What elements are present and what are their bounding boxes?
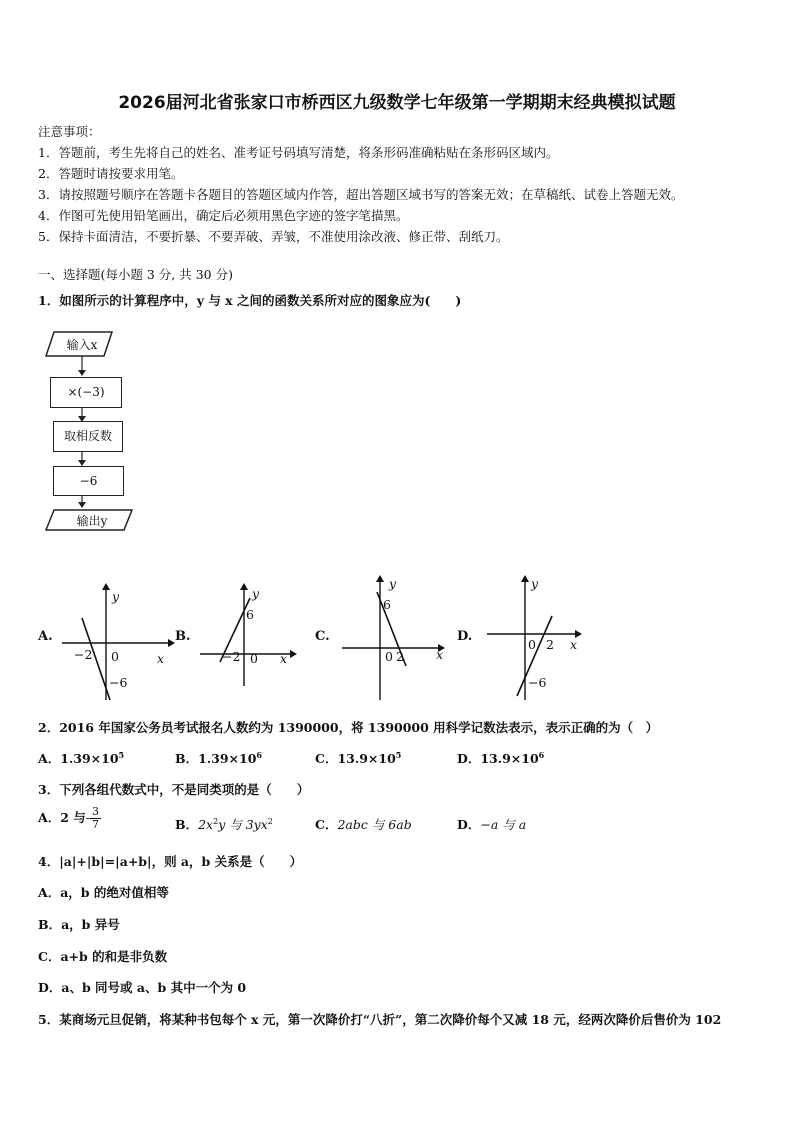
graph-c-y-label: y: [389, 576, 397, 591]
q1-option-b-label[interactable]: B.: [175, 629, 191, 644]
notice-item-4: 4．作图可先使用铅笔画出，确定后必须用黑色字迹的签字笔描黑。: [38, 208, 409, 223]
q2-option-b[interactable]: [175, 749, 262, 767]
q4-option-d[interactable]: D．a、b 同号或 a、b 其中一个为 0: [38, 980, 247, 995]
flow-arrowhead-1: [78, 370, 86, 376]
q3-b-sup1: 2: [213, 816, 219, 826]
q3-option-c[interactable]: [315, 815, 412, 833]
graph-c-origin: 0: [385, 649, 393, 664]
q2-a-base: 1.39×10: [60, 751, 119, 766]
q4-stem: 4．|a|+|b|=|a+b|，则 a，b 关系是（ ）: [38, 854, 303, 869]
graph-b-y-label: y: [252, 586, 260, 601]
graph-a-y-label: y: [112, 589, 120, 604]
flow-subtract-box: −6: [53, 466, 124, 496]
q4-option-c[interactable]: C．a+b 的和是非负数: [38, 949, 168, 964]
q3-option-a[interactable]: [38, 806, 101, 831]
q2-b-base: 1.39×10: [198, 751, 257, 766]
q3-option-d[interactable]: [457, 815, 526, 833]
q2-c-label: C．: [315, 751, 338, 766]
graph-d-y-intercept: −6: [528, 675, 547, 690]
q2-c-exp: 5: [395, 749, 402, 760]
q3-b-sup2: 2: [267, 816, 273, 826]
flow-input-label: 输入x: [66, 338, 98, 352]
q3-b-text2: y 与 3yx: [218, 817, 268, 832]
q2-b-label: B．: [175, 751, 199, 766]
q1-option-a-label[interactable]: A.: [38, 629, 53, 644]
q3-c-text: 2abc 与 6ab: [337, 817, 412, 832]
flow-negate-box: 取相反数: [53, 421, 123, 452]
q1-option-c-label[interactable]: C.: [315, 629, 330, 644]
graph-d-x-label: x: [570, 637, 578, 652]
notice-item-2: 2．答题时请按要求用笔。: [38, 166, 184, 181]
q2-option-c[interactable]: [315, 749, 401, 767]
q2-option-d[interactable]: [457, 749, 544, 767]
q3-stem: 3．下列各组代数式中，不是同类项的是（ ）: [38, 782, 310, 797]
section-heading: 一、选择题(每小题 3 分, 共 30 分): [38, 267, 233, 282]
q3-d-text: −a 与 a: [480, 817, 527, 832]
graph-a-y-arrow: [102, 583, 110, 590]
q3-d-label: D．: [457, 817, 481, 832]
flow-multiply-box: ×(−3): [50, 377, 122, 408]
q2-d-label: D．: [457, 751, 481, 766]
graph-b-x-label: x: [280, 651, 288, 666]
q2-c-base: 13.9×10: [337, 751, 396, 766]
graph-a-x-arrow: [168, 639, 175, 647]
graph-a-origin: 0: [111, 649, 119, 664]
q3-a-fraction: [90, 806, 101, 831]
q2-d-base: 13.9×10: [480, 751, 539, 766]
q4-option-b[interactable]: B．a，b 异号: [38, 917, 120, 932]
notice-item-3: 3．请按照题号顺序在答题卡各题目的答题区域内作答，超出答题区域书写的答案无效；在草稿纸、试卷上答题无效。: [38, 187, 684, 202]
graph-a-x-label: x: [157, 651, 165, 666]
q3-c-label: C．: [315, 817, 338, 832]
graph-d-x-intercept: 2: [546, 637, 554, 652]
graph-a-y-intercept: −6: [109, 675, 128, 690]
q2-a-exp: 5: [118, 749, 125, 760]
q2-b-exp: 6: [256, 749, 262, 760]
notice-item-1: 1．答题前，考生先将自己的姓名、准考证号码填写清楚，将条形码准确粘贴在条形码区域内。: [38, 145, 559, 160]
graph-c-x-intercept: 2: [396, 649, 404, 664]
graph-b-y-intercept: 6: [246, 607, 254, 622]
q3-b-text1: 2x: [198, 817, 214, 832]
q2-d-exp: 6: [538, 749, 545, 760]
page-title: 2026届河北省张家口市桥西区九级数学七年级第一学期期末经典模拟试题: [118, 93, 676, 113]
q1-stem: 1．如图所示的计算程序中，y 与 x 之间的函数关系所对应的图象应为( ): [38, 293, 462, 308]
q2-option-a[interactable]: [38, 749, 124, 767]
q2-stem: 2．2016 年国家公务员考试报名人数约为 1390000，将 1390000 用科学记数法表示，表示正确的为（ ）: [38, 720, 659, 735]
graph-c-x-label: x: [436, 647, 444, 662]
graph-b-y-arrow: [240, 583, 248, 590]
q2-a-label: A．: [38, 751, 61, 766]
q3-a-sign: -: [85, 810, 90, 825]
graph-c-svg: [340, 574, 448, 704]
graph-b-svg: [198, 582, 298, 690]
q1-option-d-label[interactable]: D.: [457, 629, 473, 644]
graph-b-x-arrow: [290, 650, 297, 658]
q3-a-numerator: 3: [92, 805, 99, 818]
q5-stem: 5．某商场元旦促销，将某种书包每个 x 元，第一次降价打“八折”，第二次降价每个又减 18 元，经两次降价后售价为 102: [38, 1012, 722, 1027]
graph-b-x-intercept: −2: [222, 649, 241, 664]
graph-d-y-arrow: [521, 575, 529, 582]
q3-a-label: A．: [38, 810, 61, 825]
flow-arrowhead-4: [78, 502, 86, 508]
notice-item-5: 5．保持卡面清洁，不要折暴、不要弄破、弄皱，不准使用涂改液、修正带、刮纸刀。: [38, 229, 509, 244]
notice-heading: 注意事项：: [38, 124, 101, 139]
q3-option-b[interactable]: [175, 815, 273, 833]
q3-a-denominator: 7: [92, 818, 99, 831]
graph-d-origin: 0: [528, 637, 536, 652]
graph-b-origin: 0: [250, 651, 258, 666]
graph-c-y-arrow: [376, 575, 384, 582]
q4-option-a[interactable]: A．a，b 的绝对值相等: [38, 885, 169, 900]
q3-a-pre: 2 与: [60, 810, 86, 825]
q3-b-label: B．: [175, 817, 199, 832]
flow-output-label: 输出y: [76, 514, 108, 528]
graph-a-x-intercept: −2: [74, 647, 93, 662]
graph-c-y-intercept: 6: [383, 597, 391, 612]
graph-d-y-label: y: [531, 576, 539, 591]
